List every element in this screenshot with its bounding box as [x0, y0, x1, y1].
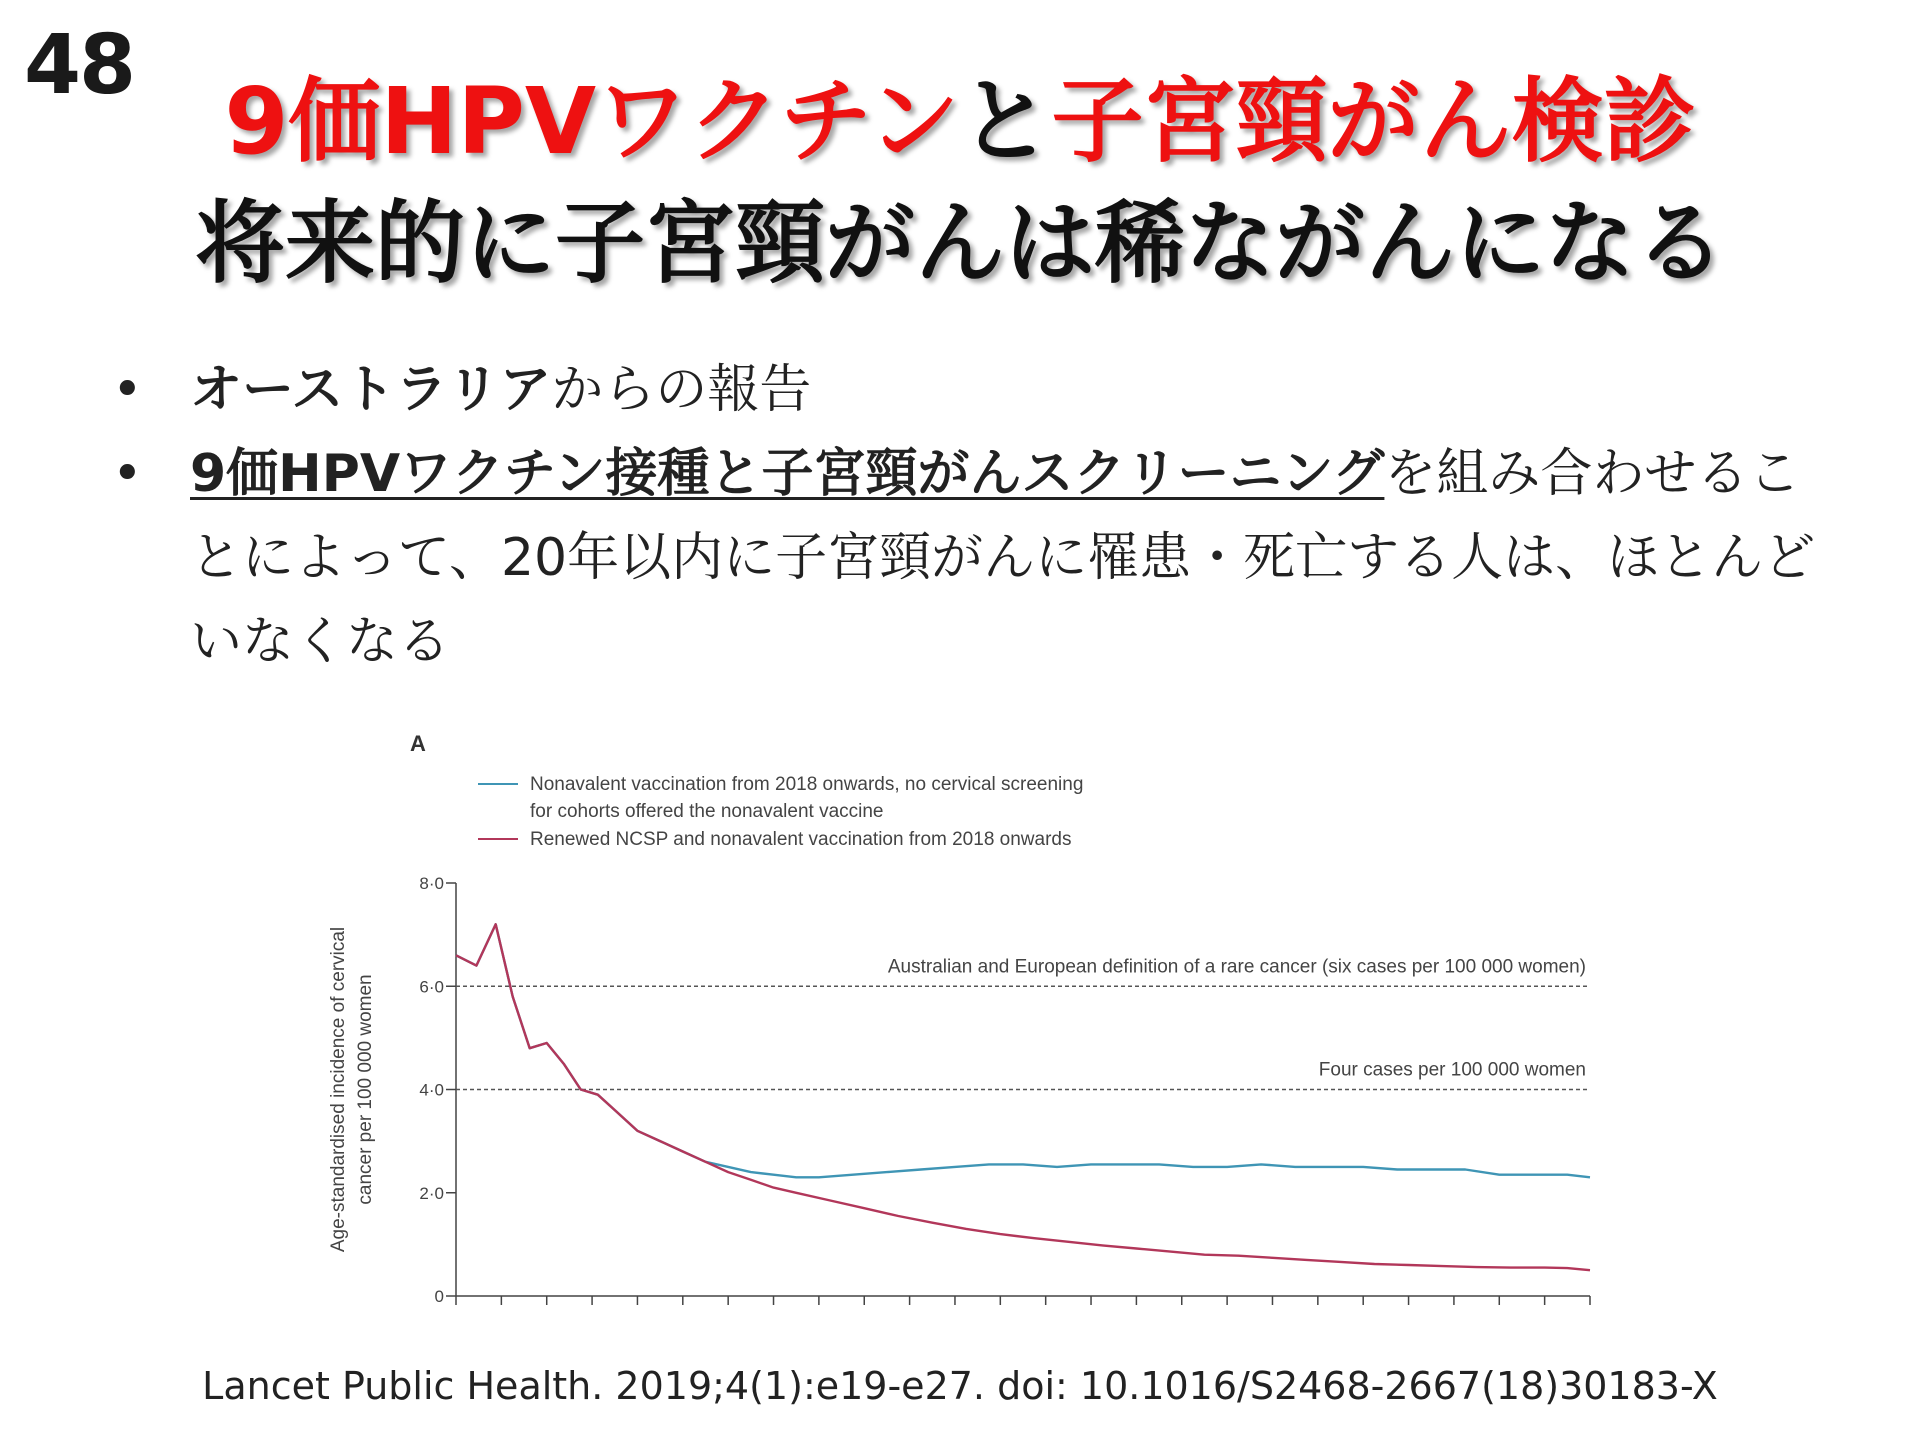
citation: Lancet Public Health. 2019;4(1):e19-e27. doi: 10.1016/S2468-2667(18)30183-X: [202, 1364, 1718, 1408]
y-tick-label: 4·0: [419, 1080, 444, 1100]
bullet-bold-text: オーストラリア: [190, 360, 552, 420]
bullet-dot-icon: •: [112, 360, 143, 420]
chart-svg: [300, 728, 1630, 1330]
legend-label: for cohorts offered the nonavalent vaccine: [530, 801, 884, 822]
slide-number: 48: [24, 18, 135, 113]
y-tick-label: 0: [434, 1287, 444, 1306]
reference-line-label: Australian and European definition of a rare cancer (six cases per 100 000 women): [887, 956, 1586, 978]
bullet-list: [112, 348, 1832, 684]
title-line-1: [0, 48, 1920, 180]
title-segment-and: と: [959, 68, 1052, 175]
bullet-item-conclusion: [112, 432, 1832, 684]
y-tick-label: 8·0: [419, 874, 444, 893]
legend-label: Nonavalent vaccination from 2018 onwards, no cervical screening: [530, 774, 1084, 795]
bullet-text: からの報告: [551, 360, 812, 420]
title-line-2: 将来的に子宮頸がんは稀ながんになる: [195, 191, 1725, 296]
incidence-chart: [300, 728, 1630, 1330]
y-axis-label: Age-standardised incidence of cervical: [328, 926, 349, 1253]
bullet-item-report: [112, 348, 1832, 432]
title-segment-screening: 子宮頸がん検診: [1051, 68, 1696, 175]
y-tick-label: 6·0: [419, 977, 444, 997]
bullet-bold-underlined-text: 9価HPVワクチン接種と子宮頸がんスクリーニング: [190, 444, 1385, 504]
y-tick-label: 2·0: [419, 1183, 444, 1203]
legend-label: Renewed NCSP and nonavalent vaccination from 2018 onwards: [530, 829, 1072, 850]
reference-line-label: Four cases per 100 000 women: [1318, 1059, 1586, 1081]
y-axis-label: cancer per 100 000 women: [355, 974, 376, 1205]
title-segment-vaccine: 9価HPVワクチン: [224, 68, 960, 175]
bullet-dot-icon: •: [112, 444, 143, 504]
bullet-text: を組み合わせることによって、20年以内に子宮頸がんに罹患・死亡する人は、ほとんどいなくなる: [190, 444, 1816, 672]
panel-label: A: [410, 731, 426, 756]
